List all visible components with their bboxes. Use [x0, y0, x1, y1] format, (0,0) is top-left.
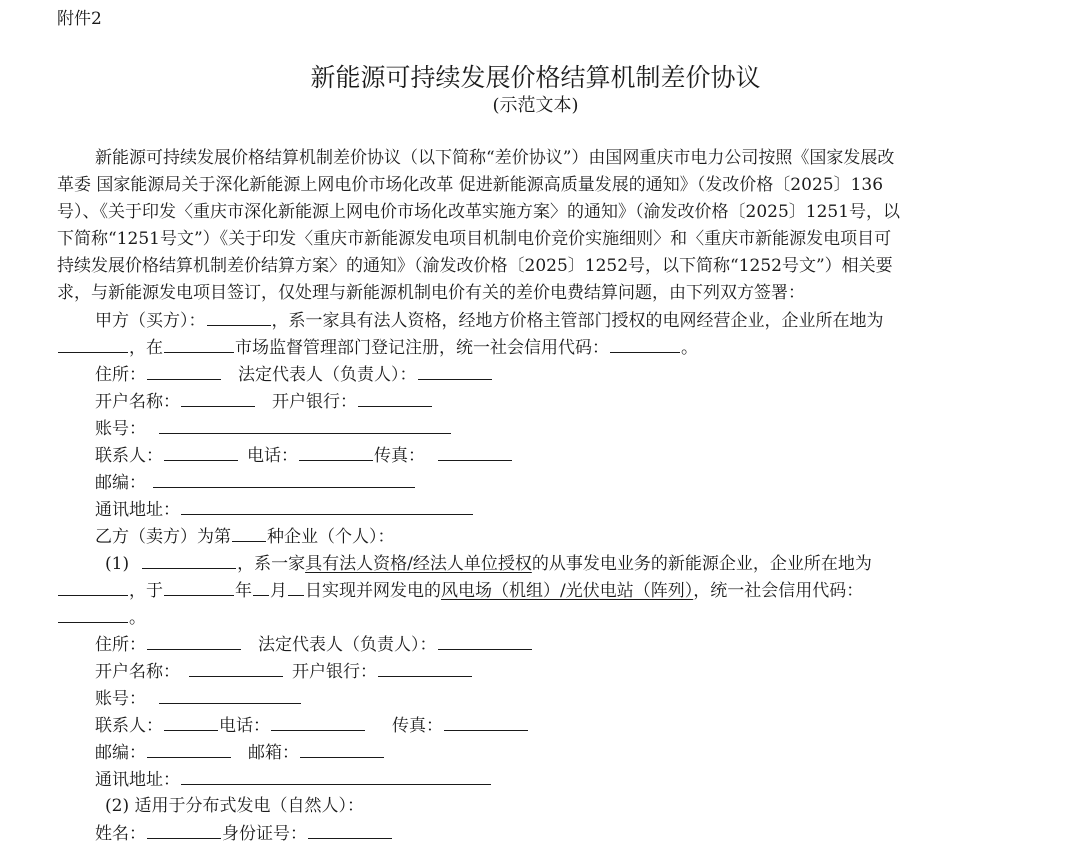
party-b-sec1-text-d: ，统一社会信用代码： [693, 581, 864, 601]
party-a-label: 甲方（买方）： [95, 311, 206, 331]
party-a-contact-blank[interactable] [164, 443, 238, 461]
party-b-account-no-label: 账号： [95, 689, 146, 709]
party-b-name-blank[interactable] [142, 551, 236, 569]
party-b-bank-label: 开户银行： [292, 662, 377, 682]
party-b-email-label: 邮箱： [248, 743, 299, 763]
party-b-month-blank[interactable] [253, 578, 269, 596]
party-a-bank-label: 开户银行： [272, 392, 357, 412]
party-a-desc: ，系一家具有法人资格，经地方价格主管部门授权的电网经营企业，企业所在地为 [271, 311, 884, 331]
party-b-fax-label: 传真： [392, 716, 443, 736]
party-a-legal-rep-label: 法定代表人（负责人）： [238, 365, 417, 385]
party-a-text-in: ，在 [129, 338, 163, 358]
party-b-mail-label: 通讯地址： [95, 770, 180, 790]
party-b-heading-tail: 种企业（个人）： [267, 527, 395, 547]
party-b-account-no-blank[interactable] [159, 686, 301, 704]
party-b-qualification-option: 具有法人资格/经法人单位授权 [305, 554, 532, 574]
party-a-fax-label: 传真： [374, 446, 425, 466]
party-a-line-1 [95, 308, 884, 333]
party-a-address-blank[interactable] [147, 362, 221, 380]
party-b-type-blank[interactable] [232, 524, 266, 542]
party-b-sec1-text-b: 的从事发电业务的新能源企业，企业所在地为 [531, 554, 872, 574]
party-b-credit-code-blank[interactable] [58, 605, 128, 623]
party-a-account-no-blank[interactable] [159, 416, 451, 434]
party-b-bank-row [95, 659, 473, 684]
party-b-sec1-line-1 [105, 551, 872, 576]
party-b-year-label: 年 [235, 581, 252, 601]
party-a-contact-row [95, 443, 513, 468]
party-b-phone-blank[interactable] [271, 713, 365, 731]
party-a-phone-blank[interactable] [299, 443, 373, 461]
party-b-contact-label: 联系人： [95, 716, 163, 736]
party-b-postcode-blank[interactable] [147, 740, 231, 758]
party-b-sec1-line-2 [57, 578, 863, 603]
party-a-line-2 [57, 335, 698, 360]
party-a-mail-blank[interactable] [181, 497, 473, 515]
party-b-period: 。 [129, 608, 146, 628]
party-a-name-blank[interactable] [207, 308, 271, 326]
intro-line-3: 号）、《关于印发〈重庆市深化新能源上网电价市场化改革实施方案〉的通知》（渝发改价格〔2025〕1251号，以 [57, 202, 901, 222]
party-b-person-name-blank[interactable] [147, 821, 221, 839]
party-b-contact-blank[interactable] [164, 713, 218, 731]
party-b-bank-blank[interactable] [378, 659, 472, 677]
party-b-email-blank[interactable] [300, 740, 384, 758]
party-b-location-blank[interactable] [58, 578, 128, 596]
party-b-heading-label: 乙方（卖方）为第 [95, 527, 231, 547]
party-b-sec1-text-a: ，系一家 [237, 554, 306, 574]
party-b-postcode-label: 邮编： [95, 743, 146, 763]
party-a-account-no-label: 账号： [95, 419, 146, 439]
party-b-legal-rep-label: 法定代表人（负责人）： [258, 635, 437, 655]
intro-line-5: 持续发展价格结算机制差价结算方案〉的通知》（渝发改价格〔2025〕1252号，以下简称“1252号文”）相关要 [57, 256, 893, 276]
attachment-label: 附件2 [57, 9, 102, 29]
document-title: 新能源可持续发展价格结算机制差价协议 [310, 63, 761, 92]
party-b-day-label: 日实现并网发电的 [305, 581, 441, 601]
intro-line-1: 新能源可持续发展价格结算机制差价协议（以下简称“差价协议”）由国网重庆市电力公司按照《国家发展改 [95, 148, 895, 168]
party-b-phone-label: 电话： [219, 716, 270, 736]
party-a-legal-rep-blank[interactable] [418, 362, 492, 380]
party-a-postcode-row [95, 470, 416, 495]
party-a-text-registry: 市场监督管理部门登记注册，统一社会信用代码： [235, 338, 609, 358]
party-b-sec1-line-3 [57, 605, 146, 630]
party-b-account-name-blank[interactable] [189, 659, 283, 677]
party-a-phone-label: 电话： [247, 446, 298, 466]
party-b-day-blank[interactable] [288, 578, 304, 596]
party-b-year-blank[interactable] [164, 578, 234, 596]
party-a-location-blank[interactable] [58, 335, 128, 353]
party-b-mail-blank[interactable] [181, 767, 491, 785]
party-b-month-label: 月 [270, 581, 287, 601]
party-a-account-name-blank[interactable] [181, 389, 255, 407]
party-a-credit-code-blank[interactable] [610, 335, 680, 353]
party-a-address-label: 住所： [95, 365, 146, 385]
party-a-bank-row [95, 389, 433, 414]
party-a-mail-row [95, 497, 474, 522]
party-b-individual-row [95, 821, 393, 846]
party-a-address-row [95, 362, 493, 387]
intro-line-2: 革委 国家能源局关于深化新能源上网电价市场化改革 促进新能源高质量发展的通知》（发改价格〔2025〕136 [57, 175, 884, 195]
party-b-account-name-label: 开户名称： [95, 662, 180, 682]
party-b-plant-type-option: 风电场（机组）/光伏电站（阵列） [441, 581, 694, 601]
party-b-id-label: 身份证号： [222, 824, 307, 844]
party-a-account-name-label: 开户名称： [95, 392, 180, 412]
party-b-contact-row [95, 713, 529, 738]
party-a-account-row [95, 416, 452, 441]
party-b-account-row [95, 686, 302, 711]
document-subtitle: (示范文本) [492, 95, 579, 116]
party-b-address-row [95, 632, 533, 657]
party-a-bank-blank[interactable] [358, 389, 432, 407]
party-b-address-blank[interactable] [147, 632, 241, 650]
party-b-sec1-number: (1) [105, 554, 130, 574]
party-b-id-blank[interactable] [308, 821, 392, 839]
party-b-mail-row [95, 767, 492, 792]
party-b-name-label: 姓名： [95, 824, 146, 844]
party-b-sec1-text-c: ，于 [129, 581, 163, 601]
party-a-postcode-blank[interactable] [153, 470, 415, 488]
intro-line-4: 下简称“1251号文”）《关于印发〈重庆市新能源发电项目机制电价竞价实施细则〉和〈重庆市新能源发电项目可 [57, 229, 892, 249]
party-a-contact-label: 联系人： [95, 446, 163, 466]
party-b-heading [95, 524, 395, 549]
party-a-mail-label: 通讯地址： [95, 500, 180, 520]
party-a-postcode-label: 邮编： [95, 473, 146, 493]
party-b-sec2-heading: (2) 适用于分布式发电（自然人）： [105, 796, 364, 816]
party-a-fax-blank[interactable] [438, 443, 512, 461]
party-b-fax-blank[interactable] [444, 713, 528, 731]
party-b-legal-rep-blank[interactable] [438, 632, 532, 650]
party-b-postcode-row [95, 740, 385, 765]
party-b-address-label: 住所： [95, 635, 146, 655]
intro-line-6: 求，与新能源发电项目签订，仅处理与新能源机制电价有关的差价电费结算问题，由下列双方签署： [57, 283, 805, 303]
party-a-period: 。 [681, 338, 698, 358]
party-a-registry-blank[interactable] [164, 335, 234, 353]
